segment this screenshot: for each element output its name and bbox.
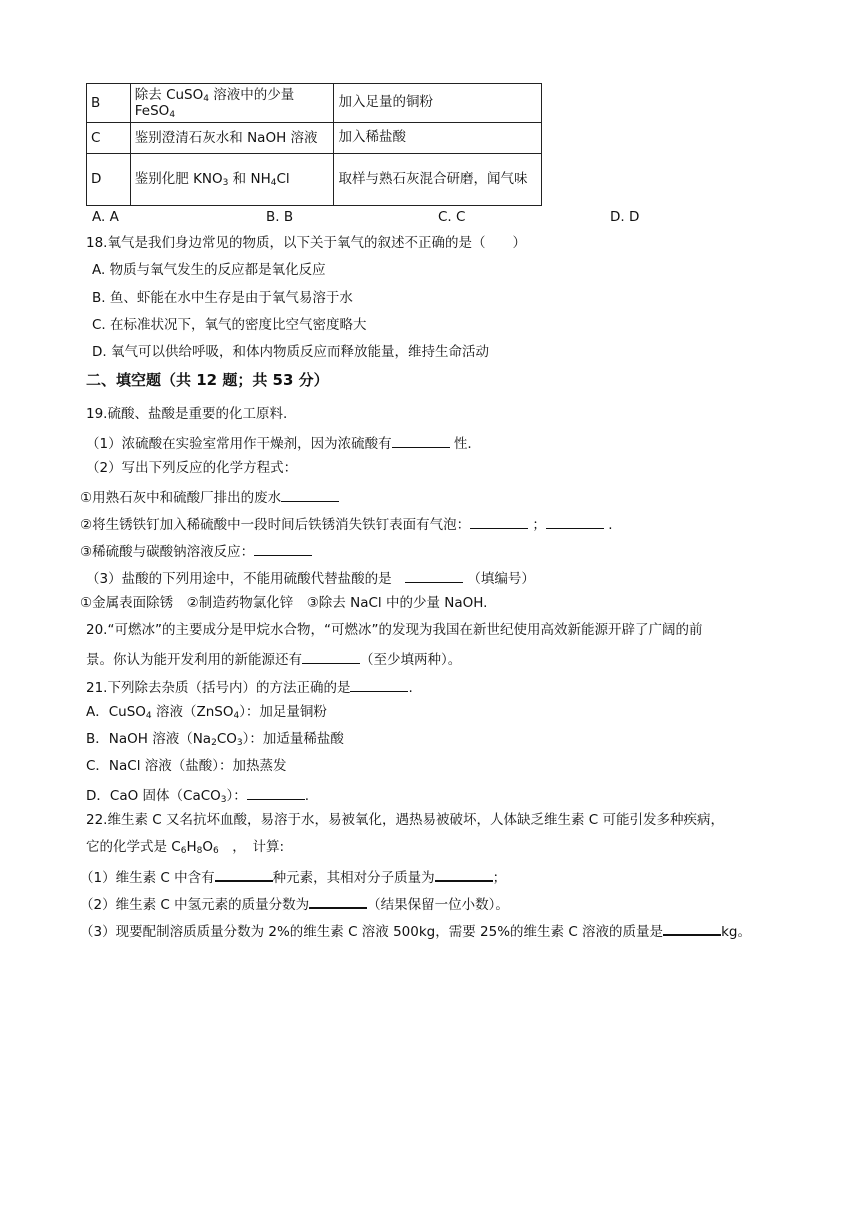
row-method: 加入稀盐酸 [334,123,542,154]
answer-blank[interactable] [309,893,367,909]
choice-d[interactable]: D. D [610,209,640,225]
q22-part2: （2）维生素 C 中氢元素的质量分数为 （结果保留一位小数）。 [80,893,509,913]
choice-b[interactable]: B. B [266,209,294,225]
table-row [87,154,542,206]
row-label: B [87,84,131,123]
options-table [86,83,542,206]
q19-stem: 19.硫酸、盐酸是重要的化工原料. [86,406,288,422]
q19-eq3: ③稀硫酸与碳酸钠溶液反应： [80,541,312,560]
q22-line1: 22.维生素 C 又名抗坏血酸，易溶于水，易被氧化，遇热易被破坏，人体缺乏维生素 C 可能引发多种疾病， [86,812,724,828]
q18-stem: 18.氧气是我们身边常见的物质，以下关于氧气的叙述不正确的是（ ） [86,235,526,251]
row-label: C [87,123,131,154]
q20-line2: 景。你认为能开发利用的新能源还有 （至少填两种）。 [86,649,461,668]
row-label: D [87,154,131,206]
answer-blank[interactable] [435,866,493,882]
q19-part3-options: ①金属表面除锈 ②制造药物氯化锌 ③除去 NaCl 中的少量 NaOH. [80,595,488,611]
q18-option-a[interactable]: A. 物质与氧气发生的反应都是氧化反应 [92,262,326,278]
answer-blank[interactable] [546,514,604,529]
q19-eq2: ②将生锈铁钉加入稀硫酸中一段时间后铁锈消失铁钉表面有气泡： ； . [80,514,613,533]
choice-c[interactable]: C. C [438,209,466,225]
answer-blank[interactable] [405,568,463,583]
q21-option-a[interactable]: A．CuSO$_4$ 溶液（ZnSO$_4$）：加足量铜粉 [86,704,327,721]
q21-option-d[interactable]: D．CaO 固体（CaCO$_3$）： . [86,785,309,804]
table-row [87,123,542,154]
q19-eq1: ①用熟石灰中和硫酸厂排出的废水 [80,487,339,506]
row-purpose: 除去 CuSO$_4$ 溶液中的少量 FeSO$_4$ [130,84,334,123]
answer-blank[interactable] [254,541,312,556]
row-method: 取样与熟石灰混合研磨，闻气味 [334,154,542,206]
answer-blank[interactable] [215,866,273,882]
answer-blank[interactable] [663,920,721,936]
q22-line2: 它的化学式是 $C_6H_8O_6$ ， 计算: [86,839,285,856]
q19-part1: （1）浓硫酸在实验室常用作干燥剂，因为浓硫酸有 性. [86,433,472,452]
q20-line1: 20.“可燃冰”的主要成分是甲烷水合物，“可燃冰”的发现为我国在新世纪使用高效新能源开辟了广阔的前 [86,622,703,638]
q19-part2: （2）写出下列反应的化学方程式： [86,460,298,476]
q19-part3: （3）盐酸的下列用途中，不能用硫酸代替盐酸的是 （填编号） [86,568,535,587]
q21-stem: 21.下列除去杂质（括号内）的方法正确的是 . [86,677,413,696]
q22-part1: （1）维生素 C 中含有 种元素，其相对分子质量为 ； [80,866,506,886]
row-purpose: 鉴别澄清石灰水和 NaOH 溶液 [130,123,334,154]
answer-blank[interactable] [470,514,528,529]
q22-part3: （3）现要配制溶质质量分数为 2%的维生素 C 溶液 500kg，需要 25%的维生素 C 溶液的质量是 kg。 [80,920,751,940]
q18-option-c[interactable]: C. 在标准状况下，氧气的密度比空气密度略大 [92,317,367,333]
row-method: 加入足量的铜粉 [334,84,542,123]
answer-blank[interactable] [247,785,305,800]
row-purpose: 鉴别化肥 $KNO_3$ 和 $NH_4Cl$ [130,154,334,206]
q21-option-b[interactable]: B．NaOH 溶液$(Na_2CO_3)$：加适量稀盐酸 [86,731,344,748]
answer-blank[interactable] [302,649,360,664]
q18-option-b[interactable]: B. 鱼、虾能在水中生存是由于氧气易溶于水 [92,290,353,306]
q18-option-d[interactable]: D. 氧气可以供给呼吸，和体内物质反应而释放能量，维持生命活动 [92,344,489,360]
q21-option-c[interactable]: C．NaCl 溶液（盐酸）：加热蒸发 [86,758,287,774]
section-title: 二、填空题（共 12 题；共 53 分） [86,371,329,389]
choice-a[interactable]: A. A [92,209,119,225]
answer-blank[interactable] [350,677,408,692]
answer-blank[interactable] [392,433,450,448]
table-row [87,84,542,123]
answer-blank[interactable] [281,487,339,502]
